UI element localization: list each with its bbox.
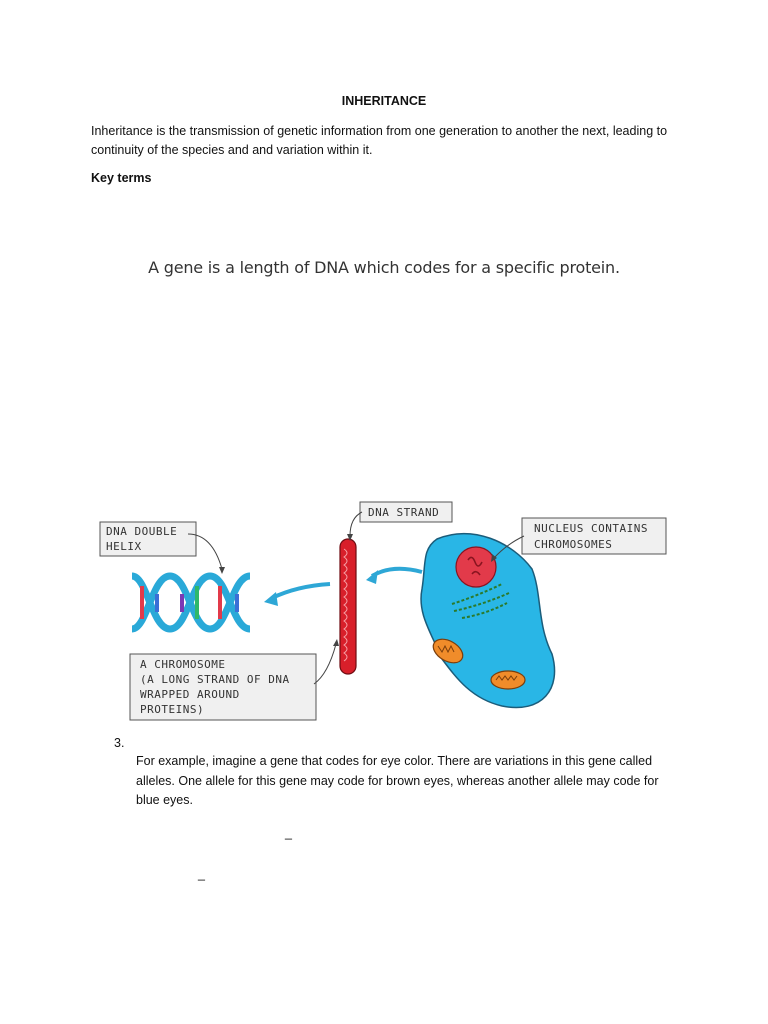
dna-helix — [132, 576, 250, 629]
label-nucleus-line2: CHROMOSOMES — [534, 538, 613, 551]
label-chromosome-line1: A CHROMOSOME — [140, 658, 226, 671]
list-number: 3. — [114, 736, 125, 750]
key-terms-heading: Key terms — [91, 171, 152, 185]
label-dna-helix-line2: HELIX — [106, 540, 142, 553]
gene-definition: A gene is a length of DNA which codes for a specific protein. — [148, 258, 620, 277]
label-dna-strand: DNA STRAND — [368, 506, 440, 519]
label-chromosome-line3: WRAPPED AROUND — [140, 688, 240, 701]
intro-paragraph: Inheritance is the transmission of genetic information from one generation to another the next, leading to continuity of the species and and variation within it. — [91, 124, 668, 157]
arrow-cell-to-chromosome — [372, 569, 422, 576]
arrow-chromosome-to-helix — [272, 584, 330, 598]
label-chromosome-line2: (A LONG STRAND OF DNA — [140, 673, 290, 686]
chromosome-shape — [340, 539, 356, 674]
label-chromosome-line4: PROTEINS) — [140, 703, 205, 716]
page-title: INHERITANCE — [341, 94, 427, 108]
label-dna-helix-line1: DNA DOUBLE — [106, 525, 178, 538]
nucleus-shape — [456, 547, 496, 587]
blank-line-1: _ — [285, 826, 292, 840]
blank-line-2: _ — [198, 867, 205, 881]
example-paragraph: For example, imagine a gene that codes for eye color. There are variations in this gene called alleles. One allele for this gene may code for brown eyes, whereas another allele may code for blue eyes. — [136, 754, 659, 807]
dna-chromosome-figure — [92, 494, 682, 734]
label-nucleus-line1: NUCLEUS CONTAINS — [534, 522, 648, 535]
